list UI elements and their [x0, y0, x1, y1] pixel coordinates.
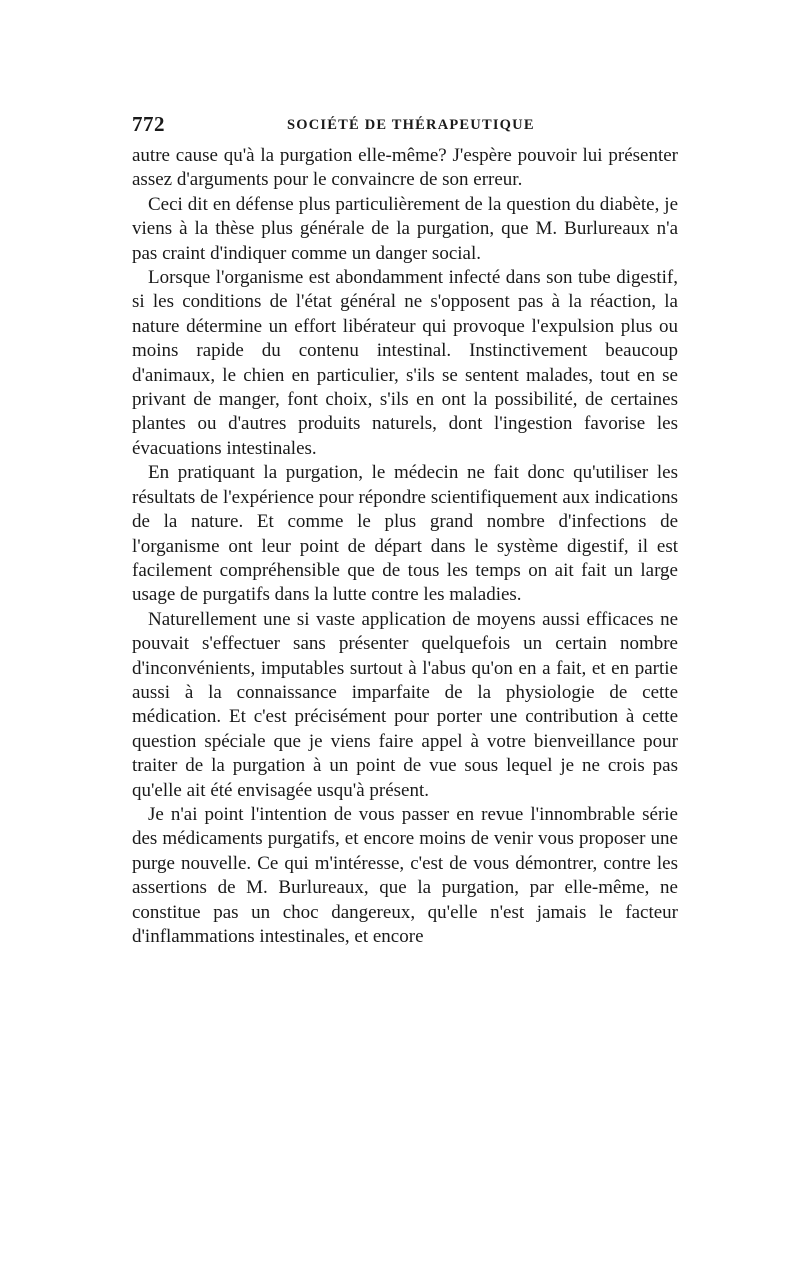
page-number: 772: [132, 112, 165, 136]
book-page: [132, 112, 678, 949]
paragraph: Naturellement une si vaste application de moyens aussi efficaces ne pouvait s'effectuer sans présenter quelquefois un certain nombre d'inconvénients, imputables surtout à l'abus qu'on en a fait, et en partie aussi à la connaissance imparfaite de la physiologie de cette médication. Et c'est précisément pour porter une contribution à cette question spéciale que je viens faire appel à votre bienveillance pour traiter de la purgation à un point de vue sous lequel je ne crois pas qu'elle ait été envisagée usqu'à présent.: [132, 608, 678, 801]
paragraph: En pratiquant la purgation, le médecin ne fait donc qu'utiliser les résultats de l'expérience pour répondre scientifiquement aux indications de la nature. Et comme le plus grand nombre d'infections de l'organisme ont leur point de départ dans le système digestif, il est facilement compréhensible que de tous les temps on ait fait un large usage de purgatifs dans la lutte contre les maladies.: [132, 462, 678, 606]
body-text: [132, 144, 678, 949]
paragraph: Lorsque l'organisme est abondamment infecté dans son tube digestif, si les conditions de l'état général ne s'opposent pas à la réaction, la nature détermine un effort libérateur qui provoque l'expulsion plus ou moins rapide du contenu intestinal. Instinctivement beaucoup d'animaux, le chien en particulier, s'ils se sentent malades, tout en se privant de manger, font choix, s'ils en ont la possibilité, de certaines plantes ou d'autres produits naturels, dont l'ingestion favorise les évacuations intestinales.: [132, 267, 678, 459]
paragraph: Ceci dit en défense plus particulièrement de la question du diabète, je viens à la thèse plus générale de la purgation, que M. Burlureaux n'a pas craint d'indiquer comme un danger social.: [132, 193, 678, 264]
paragraph: Je n'ai point l'intention de vous passer en revue l'innombrable série des médicaments purgatifs, et encore moins de venir vous proposer une purge nouvelle. Ce qui m'intéresse, c'est de vous démontrer, contre les assertions de M. Burlureaux, que la purgation, par elle-même, ne constitue pas un choc dangereux, qu'elle n'est jamais le facteur d'inflammations intestinales, et encore: [132, 803, 678, 947]
page-header: [132, 112, 678, 142]
running-head: SOCIÉTÉ DE THÉRAPEUTIQUE: [287, 117, 535, 133]
paragraph-continuation: autre cause qu'à la purgation elle-même? J'espère pouvoir lui présenter assez d'arguments pour le convaincre de son erreur.: [132, 145, 678, 191]
